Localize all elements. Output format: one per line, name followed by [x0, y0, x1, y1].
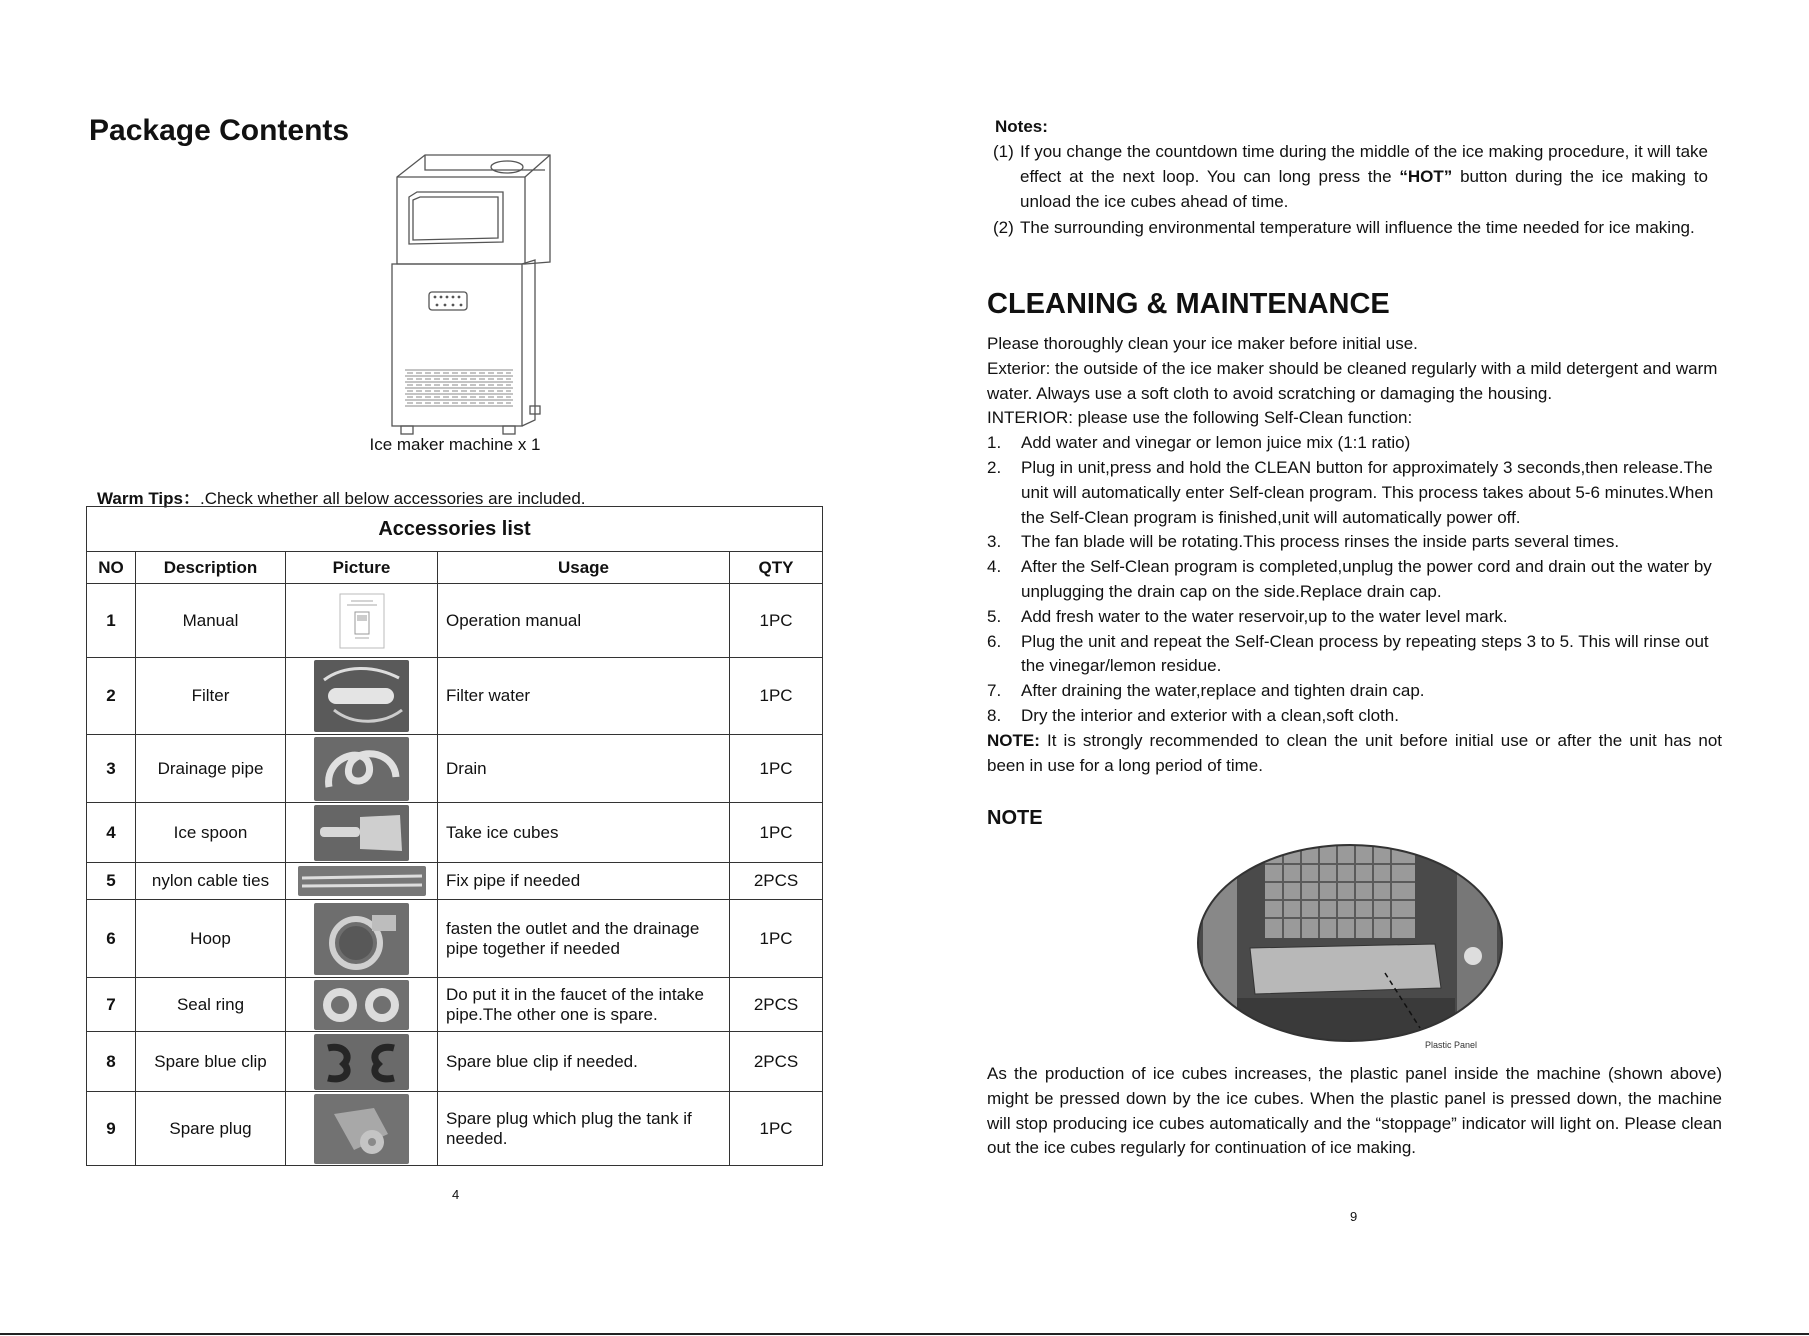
row-description: Spare plug: [136, 1092, 286, 1166]
row-no: 2: [87, 658, 136, 735]
intro-line: INTERIOR: please use the following Self-Clean function:: [987, 408, 1413, 428]
row-description: Ice spoon: [136, 803, 286, 863]
note-text: The surrounding environmental temperature will influence the time needed for ice making.: [1020, 218, 1695, 237]
step-text: After the Self-Clean program is completed,unplug the power cord and drain out the water by unplugging the drain cap on the side.Replace drain cap.: [1021, 557, 1712, 601]
row-usage: Fix pipe if needed: [438, 863, 730, 900]
step-text: Add water and vinegar or lemon juice mix (1:1 ratio): [1021, 433, 1411, 453]
row-usage: Operation manual: [438, 584, 730, 658]
table-header-row: [87, 552, 823, 584]
row-picture: [286, 803, 438, 863]
left-page: [0, 0, 900, 1336]
table-caption: Accessories list: [87, 507, 823, 552]
row-picture: [286, 1092, 438, 1166]
row-description: Hoop: [136, 900, 286, 978]
note-heading: NOTE: [987, 807, 1043, 829]
row-qty: 1PC: [730, 1092, 823, 1166]
step-item: [987, 456, 1722, 530]
note-body: It is strongly recommended to clean the unit before initial use or after the unit has not been in use for a long period of time.: [987, 730, 1722, 775]
row-qty: 1PC: [730, 658, 823, 735]
header-picture: Picture: [286, 552, 438, 584]
step-item: [987, 431, 1722, 456]
row-picture: [286, 978, 438, 1032]
row-qty: 1PC: [730, 900, 823, 978]
step-text: After draining the water,replace and tighten drain cap.: [1021, 681, 1425, 701]
step-item: [987, 530, 1722, 555]
table-row: [87, 658, 823, 735]
step-number: 6.: [987, 631, 1002, 651]
row-no: 8: [87, 1032, 136, 1092]
row-no: 1: [87, 584, 136, 658]
package-contents-title: Package Contents: [89, 114, 350, 147]
row-no: 6: [87, 900, 136, 978]
row-qty: 2PCS: [730, 978, 823, 1032]
step-number: 4.: [987, 557, 1002, 577]
note-item: [993, 216, 1708, 241]
row-usage: fasten the outlet and the drainage pipe together if needed: [438, 900, 730, 978]
machine-caption: Ice maker machine x 1: [369, 435, 541, 454]
row-qty: 1PC: [730, 735, 823, 803]
table-row: [87, 900, 823, 978]
drainage-pipe-image: [314, 737, 409, 801]
blue-clip-image: [314, 1034, 409, 1090]
row-usage: Take ice cubes: [438, 803, 730, 863]
step-item: [987, 679, 1722, 704]
table-row: [87, 978, 823, 1032]
manual-image: [337, 592, 387, 650]
header-no: NO: [87, 552, 136, 584]
table-row: [87, 584, 823, 658]
hot-button-label: “HOT”: [1399, 166, 1453, 186]
row-picture: [286, 863, 438, 900]
intro-line: Exterior: the outside of the ice maker should be cleaned regularly with a mild detergent and warm water. Always use a soft cloth to avoid scratching or damaging the housing.: [987, 358, 1718, 403]
row-usage: Spare blue clip if needed.: [438, 1032, 730, 1092]
step-item: [987, 704, 1722, 729]
spare-plug-image: [314, 1094, 409, 1164]
header-description: Description: [136, 552, 286, 584]
row-picture: [286, 658, 438, 735]
note-number: (1): [993, 142, 1014, 161]
row-usage: Do put it in the faucet of the intake pipe.The other one is spare.: [438, 978, 730, 1032]
row-description: Spare blue clip: [136, 1032, 286, 1092]
note-text-part: If you change the countdown time during the middle of the ice making procedure, it will take effect at the next loop. You can long press the: [1020, 142, 1708, 186]
plastic-panel-description: As the production of ice cubes increases, the plastic panel inside the machine (shown above) might be pressed down by the ice cubes. When the plastic panel is pressed down, the machine will stop producing ice cubes automatically and the “stoppage” indicator will light on. Please clean out the ice cubes regularly for continuation of ice making.: [987, 1064, 1722, 1158]
row-usage: Filter water: [438, 658, 730, 735]
row-qty: 1PC: [730, 584, 823, 658]
step-item: [987, 605, 1722, 630]
step-text: Plug the unit and repeat the Self-Clean process by repeating steps 3 to 5. This will rinse out the vinegar/lemon residue.: [1021, 631, 1709, 676]
page-number-left: 4: [452, 1187, 460, 1202]
row-no: 7: [87, 978, 136, 1032]
header-usage: Usage: [438, 552, 730, 584]
step-number: 2.: [987, 457, 1002, 477]
step-text: Plug in unit,press and hold the CLEAN button for approximately 3 seconds,then release.The unit will automatically enter Self-clean program. This process takes about 5-6 minutes.When the Self-Clean program is finished,unit will automatically power off.: [1021, 457, 1714, 527]
accessories-table: [86, 506, 823, 1166]
step-number: 7.: [987, 681, 1002, 701]
step-text: The fan blade will be rotating.This process rinses the inside parts several times.: [1021, 532, 1620, 552]
right-page: [985, 0, 1725, 1336]
hoop-image: [314, 903, 409, 975]
note-number: (2): [993, 218, 1014, 237]
step-item: [987, 630, 1722, 680]
row-description: nylon cable ties: [136, 863, 286, 900]
row-description: Drainage pipe: [136, 735, 286, 803]
table-row: [87, 1032, 823, 1092]
note-item: [993, 140, 1708, 214]
filter-image: [314, 660, 409, 732]
row-description: Filter: [136, 658, 286, 735]
note-label: NOTE:: [987, 730, 1040, 750]
row-description: Seal ring: [136, 978, 286, 1032]
step-item: [987, 555, 1722, 605]
row-picture: [286, 1032, 438, 1092]
table-row: [87, 863, 823, 900]
cleaning-instructions: [987, 332, 1722, 778]
step-text: Dry the interior and exterior with a clean,soft cloth.: [1021, 705, 1399, 725]
warm-tips-text: .Check whether all below accessories are included.: [199, 489, 586, 508]
row-no: 3: [87, 735, 136, 803]
table-row: [87, 735, 823, 803]
row-usage: Drain: [438, 735, 730, 803]
row-usage: Spare plug which plug the tank if needed.: [438, 1092, 730, 1166]
page-number-right: 9: [1350, 1209, 1358, 1224]
row-no: 4: [87, 803, 136, 863]
step-text: Add fresh water to the water reservoir,up to the water level mark.: [1021, 606, 1508, 626]
step-number: 5.: [987, 606, 1002, 626]
row-qty: 2PCS: [730, 1032, 823, 1092]
note-text: [993, 140, 1708, 214]
cable-ties-image: [298, 866, 426, 896]
intro-line: Please thoroughly clean your ice maker before initial use.: [987, 334, 1418, 353]
seal-ring-image: [314, 980, 409, 1030]
row-qty: 1PC: [730, 803, 823, 863]
header-qty: QTY: [730, 552, 823, 584]
table-row: [87, 1092, 823, 1166]
warm-tips-label: Warm Tips：: [97, 489, 200, 508]
step-number: 3.: [987, 532, 1002, 552]
row-no: 5: [87, 863, 136, 900]
cleaning-note: [987, 729, 1722, 779]
step-number: 1.: [987, 433, 1002, 453]
notes-title: Notes:: [995, 117, 1048, 136]
table-row: [87, 803, 823, 863]
ice-maker-machine-image: [385, 152, 555, 437]
note-text-part: button during the ice making to unload the ice cubes ahead of time.: [1020, 166, 1708, 211]
row-picture: [286, 584, 438, 658]
plastic-panel-photo: [1195, 838, 1505, 1054]
row-picture: [286, 735, 438, 803]
cleaning-maintenance-title: CLEANING & MAINTENANCE: [987, 288, 1390, 320]
step-number: 8.: [987, 705, 1002, 725]
row-qty: 2PCS: [730, 863, 823, 900]
row-picture: [286, 900, 438, 978]
row-no: 9: [87, 1092, 136, 1166]
ice-spoon-image: [314, 805, 409, 861]
row-description: Manual: [136, 584, 286, 658]
plastic-panel-label: Plastic Panel: [1425, 1040, 1478, 1050]
